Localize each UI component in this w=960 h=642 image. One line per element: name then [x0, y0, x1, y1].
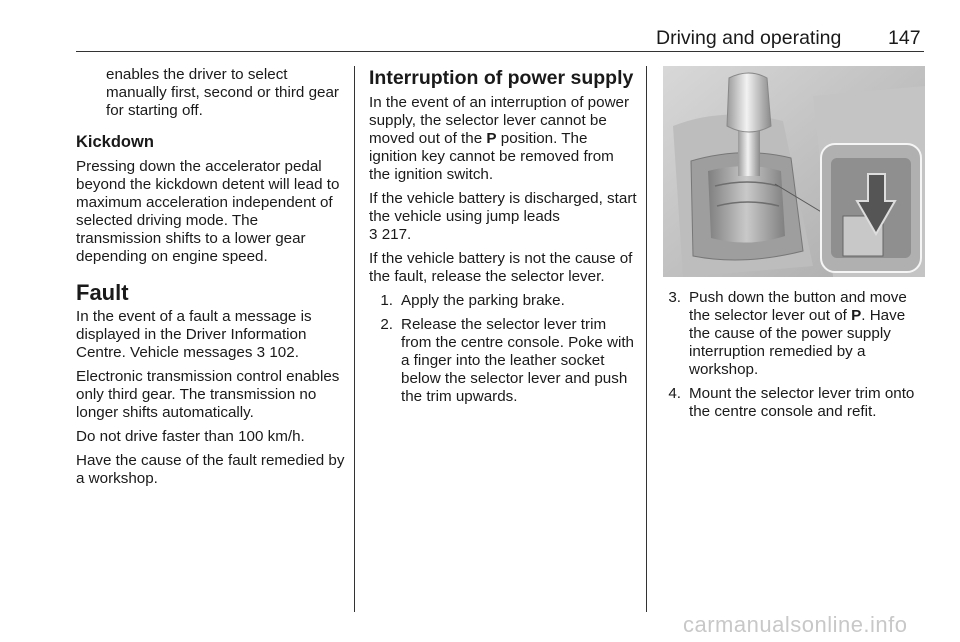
power-paragraph-1-text-b: position. The ignition key cannot be removed from the ignition switch.: [369, 130, 614, 183]
gear-selector-illustration: [663, 66, 925, 277]
steps-list-1: [375, 292, 637, 406]
power-interruption-heading: Interruption of power supply: [369, 67, 634, 89]
fault-paragraph-3: Do not drive faster than 100 km/h.: [76, 428, 305, 445]
fault-paragraph-1-text: In the event of a fault a message is displayed in the Driver Information Centre. Vehicle messages: [76, 308, 312, 361]
step-number: 2.: [380, 316, 393, 333]
fault-page-ref: 102.: [269, 344, 299, 361]
column-1: [76, 66, 346, 494]
fault-paragraph-2: Electronic transmission control enables only third gear. The transmission no longer shifts automatically.: [76, 368, 340, 421]
steps-list-2: [663, 289, 925, 421]
column-3: [663, 66, 925, 427]
step-text: Mount the selector lever trim onto the centre console and refit.: [689, 385, 915, 420]
step-number: 1.: [380, 292, 393, 309]
header-rule: [76, 51, 924, 52]
list-item: [375, 292, 637, 310]
power-paragraph-3: If the vehicle battery is not the cause of the fault, release the selector lever.: [369, 250, 633, 285]
power-paragraph-2-text: If the vehicle battery is discharged, start the vehicle using jump leads: [369, 190, 637, 225]
column-divider-1: [354, 66, 355, 612]
step-text-a: Push down the button and move the selector lever out of: [689, 289, 907, 324]
watermark: carmanualsonline.info: [683, 612, 908, 637]
kickdown-heading: Kickdown: [76, 133, 154, 151]
running-header-section: Driving and operating: [656, 27, 842, 49]
list-item: [663, 385, 925, 421]
column-divider-2: [646, 66, 647, 612]
list-item: [663, 289, 925, 379]
cross-reference-icon: 3: [256, 344, 266, 361]
park-position-label: P: [486, 130, 497, 147]
fault-paragraph-1: [76, 308, 346, 362]
column-2: [369, 66, 637, 412]
power-paragraph-1: [369, 94, 637, 184]
step-number: 4.: [668, 385, 681, 402]
park-position-label: P: [851, 307, 862, 324]
step-number: 3.: [668, 289, 681, 306]
list-item: [375, 316, 637, 406]
cross-reference-icon: 3: [369, 226, 378, 243]
power-paragraph-1-text-a: In the event of an interruption of power supply, the selector lever cannot be moved out of the: [369, 94, 630, 147]
jump-start-page-ref: 217.: [381, 226, 412, 243]
kickdown-paragraph: Pressing down the accelerator pedal beyond the kickdown detent will lead to maximum acceleration independent of selected driving mode. The transmission shifts to a lower gear depending on engine speed.: [76, 158, 340, 265]
step-text-b: . Have the cause of the power supply interruption remedied by a workshop.: [689, 307, 906, 378]
step-text: [689, 289, 907, 378]
selector-lever-photo: [663, 66, 925, 277]
fault-heading: Fault: [76, 280, 129, 305]
page-number: 147: [888, 27, 921, 49]
step-text: Apply the parking brake.: [401, 292, 565, 309]
step-text: Release the selector lever trim from the centre console. Poke with a finger into the leather socket below the selector lever and push the trim upwards.: [401, 316, 634, 405]
fault-paragraph-4: Have the cause of the fault remedied by a workshop.: [76, 452, 345, 487]
continued-paragraph: enables the driver to select manually first, second or third gear for starting off.: [106, 66, 339, 119]
power-paragraph-2: [369, 190, 637, 244]
